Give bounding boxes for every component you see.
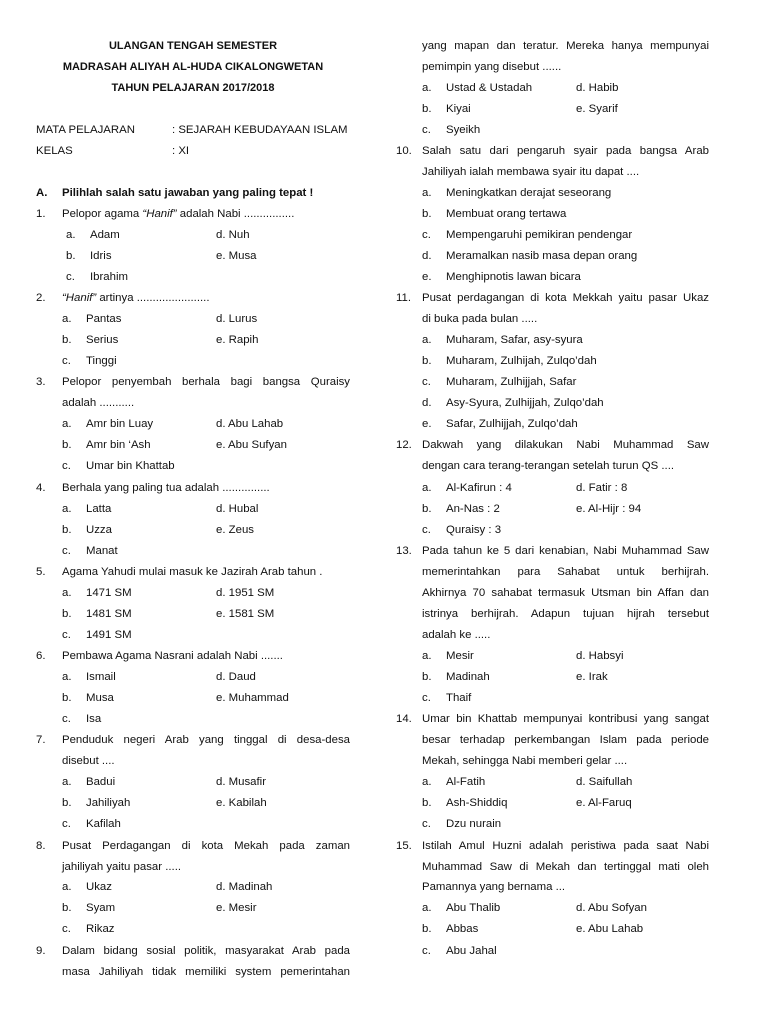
option-letter: b. [62,334,72,346]
option-letter: a. [62,313,72,325]
option-text: d. Abu Lahab [216,418,284,430]
question-number: 3. [36,376,46,388]
option-text: Menghipnotis lawan bicara [446,271,581,283]
option-row [396,99,709,120]
option-row [36,604,350,625]
option-text: e. Muhammad [216,692,289,704]
option-text: Meningkatkan derajat seseorang [446,187,612,199]
question-number: 6. [36,650,46,662]
question-number: 11. [396,292,411,304]
option-row [396,646,709,667]
question-number: 7. [36,734,46,746]
option-row [36,709,350,730]
question-text-cont [396,730,709,751]
option-letter: b. [62,524,72,536]
question-text: jahiliyah yaitu pasar ..... [62,861,182,873]
option-letter: c. [66,271,75,283]
option-text: Manat [86,545,118,557]
option-text: e. Abu Sufyan [216,439,287,451]
option-text: Thaif [446,692,472,704]
option-row [396,499,709,520]
option-letter: a. [422,482,432,494]
section-heading [36,183,350,204]
option-text: Idris [90,250,112,262]
option-text: Muharam, Zulhijjah, Safar [446,376,577,388]
option-text: d. Abu Sofyan [576,902,647,914]
option-text: Syam [86,902,116,914]
option-row [396,688,709,709]
option-letter: c. [422,692,431,704]
question-number: 8. [36,840,46,852]
option-text: d. Hubal [216,503,259,515]
option-letter: a. [62,776,72,788]
option-letter: c. [62,460,71,472]
option-letter: a. [62,881,72,893]
option-text: e. Syarif [576,103,618,115]
question-text: Pelopor penyembah berhala bagi bangsa Quraisy [62,376,350,388]
question-text: pemimpin yang disebut ...... [422,61,562,73]
option-text: d. Habib [576,82,619,94]
option-text: Meramalkan nasib masa depan orang [446,250,638,262]
option-text: Latta [86,503,112,515]
section-letter: A. [36,187,48,199]
option-letter: b. [62,797,72,809]
option-row [396,772,709,793]
option-row [396,793,709,814]
option-text: d. Fatir : 8 [576,482,628,494]
question-text: Penduduk negeri Arab yang tinggal di desa-desa [62,734,350,746]
option-row [36,625,350,646]
option-text: e. Mesir [216,902,257,914]
option-text: Quraisy : 3 [446,524,502,536]
question-text: Agama Yahudi mulai masuk ke Jazirah Arab tahun . [62,566,323,578]
question-number: 12. [396,439,412,451]
option-letter: a. [422,334,432,346]
option-row [396,414,709,435]
question-11 [396,288,709,309]
option-text: Umar bin Khattab [86,460,175,472]
question-text-cont [36,751,350,772]
question-text-cont [396,625,709,646]
option-letter: b. [422,923,432,935]
option-text: Kiyai [446,103,471,115]
question-text: masa Jahiliyah tidak memiliki system pemerintahan [62,966,350,978]
option-row [36,414,350,435]
question-text: Muhammad Saw di Mekah dan tertinggal mati oleh [422,861,709,873]
option-letter: c. [422,229,431,241]
question-5 [36,562,350,583]
option-letter: a. [66,229,76,241]
option-text: Abu Jahal [446,945,497,957]
option-row [396,520,709,541]
question-number: 5. [36,566,46,578]
question-14 [396,709,709,730]
option-text: d. Madinah [216,881,273,893]
question-text: Salah satu dari pengaruh syair pada bangsa Arab [422,145,709,157]
option-letter: c. [62,923,71,935]
class-value: : XI [172,145,190,157]
question-text-cont [396,604,709,625]
question-text: Pelopor agama “Hanif” adalah Nabi ................ [62,208,295,220]
option-letter: a. [422,776,432,788]
question-text-cont [36,962,350,983]
option-letter: b. [422,208,432,220]
option-row [396,351,709,372]
question-text-cont [396,162,709,183]
option-letter: c. [62,818,71,830]
question-text: Dalam bidang sosial politik, masyarakat Arab pada [62,945,350,957]
option-text: d. 1951 SM [216,587,275,599]
option-row [396,919,709,940]
question-text-cont [396,857,709,878]
option-text: Mesir [446,650,474,662]
option-letter: a. [422,650,432,662]
option-text: Uzza [86,524,112,536]
option-letter: c. [62,629,71,641]
option-row [396,78,709,99]
question-3 [36,372,350,393]
option-letter: a. [422,82,432,94]
option-text: e. Rapih [216,334,259,346]
question-1 [36,204,350,225]
question-number: 13. [396,545,412,557]
option-row [36,583,350,604]
question-number: 4. [36,482,46,494]
option-letter: a. [62,587,72,599]
option-row [396,330,709,351]
option-row [36,688,350,709]
question-text: Pembawa Agama Nasrani adalah Nabi ....... [62,650,283,662]
option-row [36,667,350,688]
option-letter: a. [62,418,72,430]
question-text: memerintahkan para Sahabat untuk berhijrah. [422,566,709,578]
option-row [36,814,350,835]
option-row [36,793,350,814]
option-text: Asy-Syura, Zulhijjah, Zulqo’dah [446,397,604,409]
question-text: adalah ke ..... [422,629,491,641]
option-text: Kafilah [86,818,121,830]
question-number: 14. [396,713,412,725]
question-text-cont [396,309,709,330]
question-12 [396,435,709,456]
exam-title: ULANGAN TENGAH SEMESTER [108,40,278,52]
question-13 [396,541,709,562]
question-15 [396,836,709,857]
option-row [396,478,709,499]
question-number: 10. [396,145,412,157]
question-text-cont [36,393,350,414]
option-letter: b. [62,439,72,451]
question-number: 2. [36,292,46,304]
class-row [36,141,350,162]
option-row [396,814,709,835]
option-text: d. Saifullah [576,776,633,788]
option-text: Isa [86,713,102,725]
option-row [36,435,350,456]
option-letter: d. [422,397,432,409]
option-letter: c. [62,545,71,557]
option-text: Abu Thalib [446,902,501,914]
option-text: Ustad & Ustadah [446,82,533,94]
question-number: 15. [396,840,412,852]
option-text: Muharam, Safar, asy-syura [446,334,583,346]
option-row [396,183,709,204]
question-text-cont [396,456,709,477]
option-text: Al-Fatih [446,776,486,788]
option-text: d. Daud [216,671,256,683]
question-text-cont [396,751,709,772]
question-number: 9. [36,945,46,957]
option-row [36,225,350,246]
option-row [36,898,350,919]
option-letter: e. [422,418,432,430]
option-row [396,204,709,225]
option-letter: c. [422,945,431,957]
question-text: disebut .... [62,755,115,767]
subject-label: MATA PELAJARAN [36,124,135,136]
option-letter: a. [62,671,72,683]
option-text: Adam [90,229,120,241]
option-text: 1481 SM [86,608,132,620]
option-row [396,667,709,688]
option-letter: b. [422,797,432,809]
option-text: Badui [86,776,116,788]
option-text: Safar, Zulhijjah, Zulqo’dah [446,418,578,430]
question-text-cont [396,562,709,583]
option-text: Mempengaruhi pemikiran pendengar [446,229,633,241]
question-text-cont [396,583,709,604]
question-text: besar terhadap perkembangan Islam pada periode [422,734,709,746]
academic-year: TAHUN PELAJARAN 2017/2018 [111,82,275,94]
option-letter: b. [62,608,72,620]
option-text: Musa [86,692,114,704]
option-text: Abbas [446,923,479,935]
question-number: 1. [36,208,46,220]
option-text: d. Habsyi [576,650,624,662]
question-text: Pada tahun ke 5 dari kenabian, Nabi Muhammad Saw [422,545,709,557]
question-text: yang mapan dan teratur. Mereka hanya mempunyai [422,40,709,52]
question-text-cont [36,857,350,878]
question-text: Berhala yang paling tua adalah ............... [62,482,270,494]
question-text: Akhirnya 70 sahabat termasuk Utsman bin Affan dan [422,587,709,599]
option-letter: b. [62,692,72,704]
question-8 [36,836,350,857]
option-row [396,941,709,962]
option-text: e. Kabilah [216,797,267,809]
question-text-cont [396,877,709,898]
option-text: e. Abu Lahab [576,923,644,935]
question-text: adalah ........... [62,397,135,409]
option-row [396,120,709,141]
question-text: istrinya berhijrah. Adapun tujuan hijrah tersebut [422,608,709,620]
option-row [396,267,709,288]
option-text: e. Al-Faruq [576,797,632,809]
option-row [36,772,350,793]
option-letter: b. [422,503,432,515]
option-row [36,330,350,351]
option-row [36,520,350,541]
option-text: e. Musa [216,250,257,262]
option-text: Rikaz [86,923,115,935]
question-text: “Hanif” artinya ....................... [62,292,210,304]
question-text-cont [396,36,709,57]
option-letter: e. [422,271,432,283]
option-letter: a. [422,902,432,914]
option-row [36,267,350,288]
option-letter: a. [62,503,72,515]
question-2 [36,288,350,309]
option-text: Muharam, Zulhijah, Zulqo’dah [446,355,597,367]
option-letter: b. [422,355,432,367]
option-row [36,919,350,940]
option-row [396,225,709,246]
question-text: Dakwah yang dilakukan Nabi Muhammad Saw [422,439,709,451]
option-text: e. Zeus [216,524,254,536]
question-text: Istilah Amul Huzni adalah peristiwa pada saat Nabi [422,840,709,852]
question-text: Pusat perdagangan di kota Mekkah yaitu pasar Ukaz [422,292,709,304]
option-text: d. Musafir [216,776,267,788]
option-text: Ismail [86,671,116,683]
option-text: Tinggi [86,355,117,367]
option-letter: c. [422,376,431,388]
class-label: KELAS [36,145,73,157]
option-text: d. Nuh [216,229,250,241]
question-10 [396,141,709,162]
question-6 [36,646,350,667]
option-row [36,541,350,562]
option-row [36,246,350,267]
subject-row [36,120,350,141]
option-text: Serius [86,334,119,346]
question-text: Mekah, sehingga Nabi memberi gelar .... [422,755,628,767]
option-row [36,877,350,898]
option-text: e. Irak [576,671,608,683]
option-row [36,499,350,520]
option-letter: c. [62,355,71,367]
option-letter: c. [62,713,71,725]
option-text: 1491 SM [86,629,132,641]
option-text: d. Lurus [216,313,258,325]
question-text: di buka pada bulan ..... [422,313,538,325]
option-text: 1471 SM [86,587,132,599]
option-text: Membuat orang tertawa [446,208,567,220]
question-text: Jahiliyah ialah membawa syair itu dapat .... [422,166,640,178]
school-name: MADRASAH ALIYAH AL-HUDA CIKALONGWETAN [62,61,324,73]
option-letter: c. [422,124,431,136]
option-row [396,372,709,393]
option-text: Jahiliyah [86,797,131,809]
option-row [36,309,350,330]
question-4 [36,478,350,499]
option-letter: b. [422,103,432,115]
question-text: dengan cara terang-terangan setelah turun QS .... [422,460,675,472]
question-text: Umar bin Khattab mempunyai kontribusi yang sangat [422,713,709,725]
option-letter: a. [422,187,432,199]
option-row [396,393,709,414]
option-letter: c. [422,818,431,830]
option-text: Amr bin Luay [86,418,154,430]
question-text: Pusat Perdagangan di kota Mekah pada zaman [62,840,350,852]
option-text: Ash-Shiddiq [446,797,508,809]
question-9 [36,941,350,962]
option-text: Ukaz [86,881,112,893]
option-text: Al-Kafirun : 4 [446,482,512,494]
question-text: Pamannya yang bernama ... [422,881,566,893]
option-text: Dzu nurain [446,818,502,830]
option-text: Ibrahim [90,271,128,283]
section-instruction: Pilihlah salah satu jawaban yang paling tepat ! [62,187,314,199]
option-letter: b. [422,671,432,683]
option-text: Syeikh [446,124,481,136]
subject-value: : SEJARAH KEBUDAYAAN ISLAM [172,124,348,136]
option-letter: b. [66,250,76,262]
option-letter: b. [62,902,72,914]
option-text: An-Nas : 2 [446,503,500,515]
option-row [396,246,709,267]
option-letter: c. [422,524,431,536]
option-text: Pantas [86,313,122,325]
option-text: Madinah [446,671,490,683]
option-letter: d. [422,250,432,262]
option-text: e. Al-Hijr : 94 [576,503,642,515]
question-text-cont [396,57,709,78]
option-row [396,898,709,919]
option-row [36,351,350,372]
question-7 [36,730,350,751]
option-row [36,456,350,477]
option-text: e. 1581 SM [216,608,275,620]
option-text: Amr bin ‘Ash [86,439,151,451]
